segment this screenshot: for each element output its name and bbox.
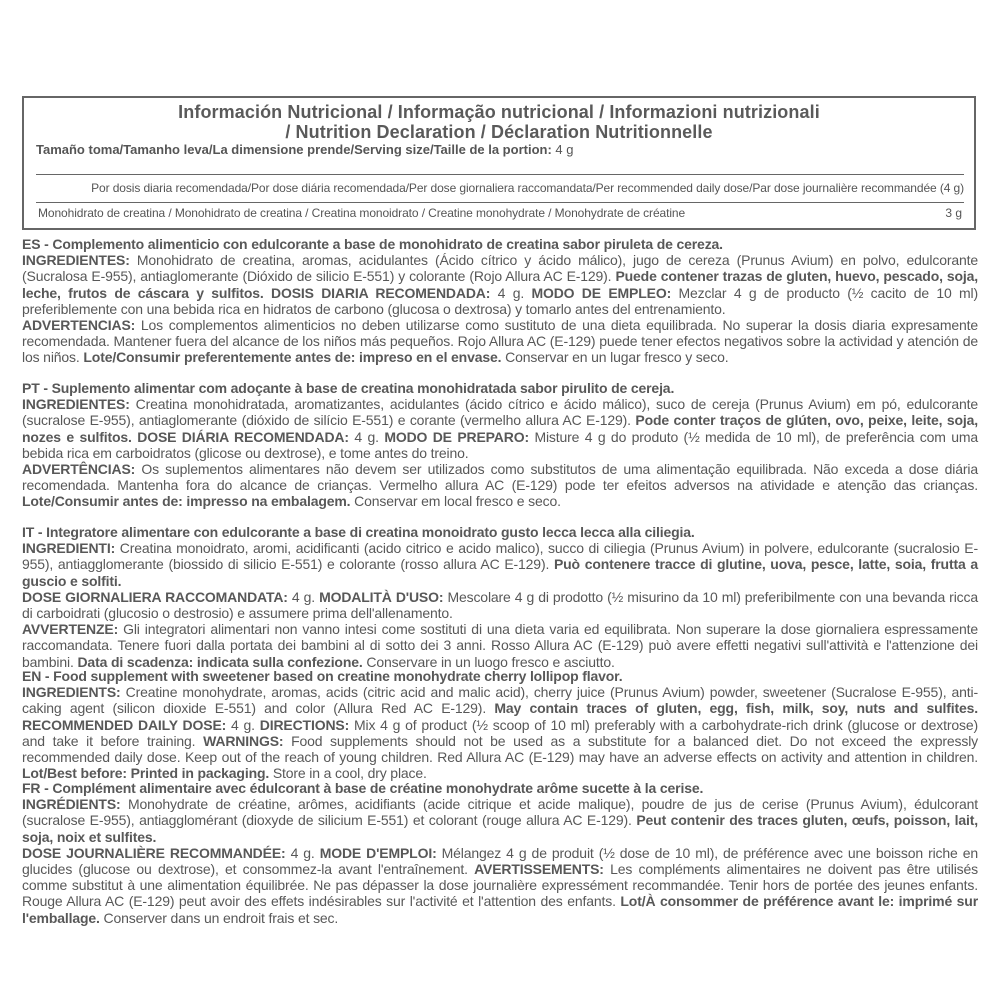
lot-text: Conservare in un luogo fresco e asciutto.: [362, 653, 615, 670]
ingredients-text: Monohydrate de créatine, arômes, acidifiants (acide citrique et acide malique), poudre de jus de cerise (Prunus Avium), édulcorant (sucralose E-955), antiagglomérant (dioxyde de silicium E-551) et colorant (rouge allura AC E-129).: [22, 796, 978, 829]
warnings-label: ADVERTÊNCIAS:: [22, 461, 136, 478]
section-title: ES - Complemento alimenticio con edulcorante a base de monohidrato de creatina sabor piruleta de cereza.: [22, 236, 723, 252]
usage-text: Mix 4 g of product (½ scoop of 10 ml) preferably with a carbohydrate-rich drink (glucose or dextrose) and take it before training.: [22, 716, 978, 749]
allergen-text: May contain traces of gluten, egg, fish, milk, soy, nuts and sulfites.: [494, 700, 979, 717]
dose-label: DOSE DIÁRIA RECOMENDADA:: [131, 428, 349, 445]
serving-size-value: 4 g: [555, 142, 574, 157]
lot-label: Lot/À consommer de préférence avant le: imprimé sur l'emballage.: [22, 893, 979, 926]
warnings-text: Les compléments alimentaires ne doivent pas être utilisés comme substitut à une alimentation équilibrée. Ne pas dépasser la dose journalière expressément recommandée. Tenir hors de portée des jeunes enfants. Rouge Allura AC (E-129) peut avoir des effets indésirables sur l'activité et l'attention des enfants.: [22, 861, 978, 910]
table-column-header: Por dosis diaria recomendada/Por dose diária recomendada/Per dose giornaliera raccomandata/Per recommended daily dose/Par dose journalière recommandée (4 g): [91, 181, 964, 195]
ingredients-label: INGREDIENTES:: [22, 396, 130, 413]
ingredients-label: INGREDIENTES:: [22, 252, 130, 269]
section-it: [22, 524, 978, 670]
warnings-label: AVERTISSEMENTS:: [474, 861, 604, 878]
serving-size-label: Tamaño toma/Tamanho leva/La dimensione prende/Serving size/Taille de la portion:: [36, 142, 552, 157]
lot-text: Conserver dans un endroit frais et sec.: [99, 909, 339, 926]
dose-text: 4 g.: [287, 588, 320, 605]
lot-text: Store in a cool, dry place.: [269, 765, 427, 782]
allergen-text: Peut contenir des traces gluten, œufs, poisson, lait, soja, noix et sulfites.: [22, 812, 978, 845]
section-title: FR - Complément alimentaire avec édulcorant à base de créatine monohydrate arôme sucette à la cerise.: [22, 780, 704, 796]
table-row-label: Monohidrato de creatina / Monohidrato de creatina / Creatina monoidrato / Creatine monohydrate / Monohydrate de créatine: [38, 206, 686, 220]
dose-label: DOSIS DIARIA RECOMENDADA:: [263, 284, 491, 301]
ingredients-text: Monohidrato de creatina, aromas, acidulantes (Ácido cítrico y ácido málico), jugo de cereza (Prunus Avium) en polvo, edulcorante (Sucralosa E-955), antiaglomerante (Dióxido de silicio E-551) y colorante (Rojo Allura AC E-129).: [22, 252, 978, 285]
usage-label: MODO DE PREPARO:: [384, 428, 529, 445]
lot-text: Conservar en un lugar fresco y seco.: [501, 349, 729, 366]
ingredients-label: INGREDIENTS:: [22, 684, 121, 701]
lot-text: Conservar em local fresco e seco.: [350, 493, 561, 510]
ingredients-text: Creatine monohydrate, aromas, acids (citric acid and malic acid), cherry juice (Prunus Avium) powder, sweetener (Sucralose E-955), anti-caking agent (silicon dioxide E-551) and color (Allura Red AC E-129).: [22, 684, 978, 717]
usage-text: Mélangez 4 g de produit (½ dose de 10 ml), de préférence avec une boisson riche en glucides (glucose ou dextrose), et consommez-la avant l'entraînement.: [22, 844, 978, 878]
warnings-text: Los complementos alimenticios no deben utilizarse como sustituto de una dieta equilibrada. No superar la dosis diaria expresamente recomendada. Mantener fuera del alcance de los niños más pequeños. Rojo Allura AC (E-129) puede tener efectos negativos sobre la actividad y atención de los niños.: [22, 317, 978, 366]
ingredients-label: INGREDIENTI:: [22, 540, 116, 557]
section-title: IT - Integratore alimentare con edulcorante a base di creatina monoidrato gusto lecca lecca alla ciliegia.: [22, 524, 695, 540]
lot-label: Lote/Consumir preferentemente antes de: impreso en el envase.: [83, 349, 502, 366]
warnings-label: AVVERTENZE:: [22, 621, 119, 638]
warnings-text: Gli integratori alimentari non vanno intesi come sostituti di una dieta varia ed equilibrata. Non superare la dose giornaliera espressamente raccomandata. Tenere fuori dalla portata dei bambini al di sotto dei 3 anni. Rosso Allura AC (E-129) può avere effetti negativi sull'attività e l'attenzione dei bambini.: [22, 621, 978, 670]
warnings-text: Food supplements should not be used as a substitute for a balanced diet. Do not exceed the expressly recommended daily dose. Keep out of the reach of young children. Red Allura AC (E-129) may have an adverse effects on activity and attention in children.: [22, 732, 979, 766]
usage-text: Mezclar 4 g de producto (½ cacito de 10 ml) preferiblemente con una bebida rica en hidratos de carbono (glucosa o dextrosa) y tomarlo antes del entrenamiento.: [22, 284, 979, 317]
dose-text: 4 g.: [285, 844, 320, 861]
allergen-text: Puede contener trazas de gluten, huevo, pescado, soja, leche, frutos de cáscara y sulfitos.: [22, 268, 978, 301]
nutrition-title-line1: Información Nutricional / Informação nutricional / Informazioni nutrizionali: [178, 102, 820, 122]
dose-label: RECOMMENDED DAILY DOSE:: [22, 716, 227, 733]
section-es: [22, 236, 978, 366]
nutrition-title: [24, 102, 974, 142]
dose-text: 4 g.: [348, 428, 385, 445]
dose-label: DOSE GIORNALIERA RACCOMANDATA:: [22, 588, 288, 605]
usage-label: MODALITÀ D'USO:: [319, 588, 444, 605]
ingredients-text: Creatina monoidrato, aromi, acidificanti (acido citrico e acido malico), succo di ciliegia (Prunus Avium) in polvere, edulcorante (sucralosio E-955), antiagglomerante (biossido di silicio E-551) e colorante (rosso allura AC E-129).: [22, 540, 978, 573]
table-row-value: 3 g: [945, 206, 962, 220]
dose-text: 4 g.: [490, 284, 532, 301]
nutrition-title-line2: / Nutrition Declaration / Déclaration Nutritionnelle: [285, 122, 713, 142]
lot-label: Lot/Best before: Printed in packaging.: [22, 765, 270, 782]
usage-text: Misture 4 g do produto (½ medida de 10 ml), de preferência com uma bebida rica em carboidratos (glicose ou dextrose), e tome antes do treino.: [22, 428, 978, 461]
section-pt: [22, 380, 978, 510]
nutrition-table: [36, 174, 964, 225]
ingredients-text: Creatina monohidratada, aromatizantes, acidulantes (ácido cítrico e ácido málico), suco de cereja (Prunus Avium) em pó, edulcorante (sucralose E-955), antiaglomerante (dióxido de silício E-551) e corante (vermelho allura AC E-129).: [22, 396, 978, 429]
usage-label: MODO DE EMPLEO:: [531, 284, 672, 301]
lot-label: Data di scadenza: indicata sulla confezione.: [77, 653, 363, 670]
lot-label: Lote/Consumir antes de: impresso na embalagem.: [22, 493, 351, 510]
nutrition-panel: [22, 96, 976, 230]
usage-text: Mescolare 4 g di prodotto (½ misurino da 10 ml) preferibilmente con una bevanda ricca di carboidrati (glucosio o destrosio) e assumere prima dell'allenamento.: [22, 588, 978, 622]
allergen-text: Può contenere tracce di glutine, uova, pesce, latte, soia, frutta a guscio e solfiti.: [22, 556, 978, 589]
section-title: PT - Suplemento alimentar com adoçante à base de creatina monohidratada sabor pirulito de cereja.: [22, 380, 675, 396]
usage-label: DIRECTIONS:: [259, 716, 350, 733]
warnings-label: WARNINGS:: [203, 732, 284, 749]
section-en: [22, 668, 978, 781]
section-title: EN - Food supplement with sweetener based on creatine monohydrate cherry lollipop flavor.: [22, 668, 623, 684]
dose-label: DOSE JOURNALIÈRE RECOMMANDÉE:: [22, 844, 286, 861]
dose-text: 4 g.: [226, 716, 260, 733]
ingredients-label: INGRÉDIENTS:: [22, 796, 121, 813]
table-row: [36, 202, 964, 223]
usage-label: MODE D'EMPLOI:: [319, 844, 437, 861]
section-fr: [22, 780, 978, 926]
warnings-text: Os suplementos alimentares não devem ser utilizados como substitutos de uma alimentação equilibrada. Não exceda a dose diária recomendada. Mantenha fora do alcance de crianças. Vermelho allura AC (E-129) pode ter efeitos adversos na atividade e atenção das crianças.: [22, 461, 978, 494]
serving-size: [36, 142, 573, 157]
warnings-label: ADVERTENCIAS:: [22, 317, 136, 334]
allergen-text: Pode conter traços de glúten, ovo, peixe, leite, soja, nozes e sulfitos.: [22, 412, 978, 445]
